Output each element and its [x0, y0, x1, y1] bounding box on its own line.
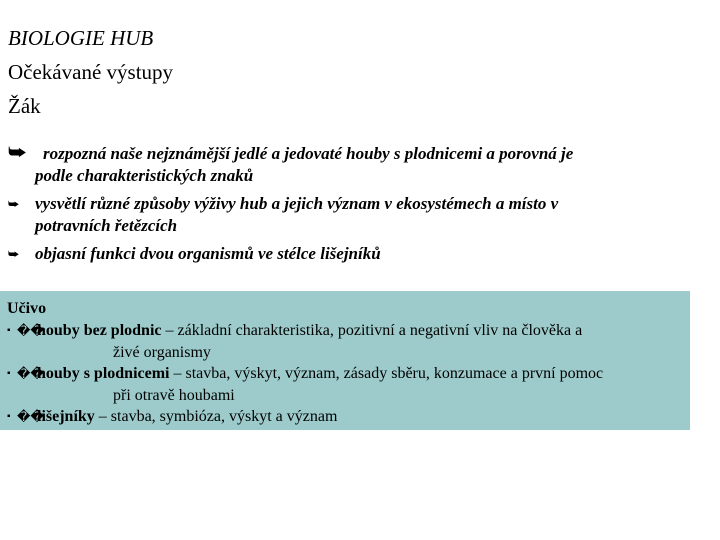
missing-glyph-icon: �� — [17, 367, 44, 382]
outcome-text-continuation: podle charakteristických znaků — [35, 166, 254, 185]
curriculum-item — [7, 320, 684, 363]
curriculum-term: lišejníky — [37, 408, 95, 425]
square-bullet-icon: ▪ — [7, 411, 11, 422]
square-bullet-icon: ▪ — [7, 368, 11, 379]
curriculum-term: houby bez plodnic — [37, 322, 162, 339]
subject-label: Žák — [8, 94, 41, 118]
arrow-bullet-icon: ⮩ — [8, 197, 20, 211]
outcome-item — [8, 243, 698, 265]
outcomes-list — [8, 143, 698, 271]
outcome-item — [8, 193, 698, 237]
outcome-item — [8, 143, 698, 187]
curriculum-item — [7, 406, 684, 428]
curriculum-desc-continuation: živé organismy — [113, 344, 211, 361]
section-heading: Očekávané výstupy — [8, 60, 174, 84]
curriculum-desc: – stavba, symbióza, výskyt a význam — [94, 408, 338, 425]
arrow-bullet-icon: ⮩ — [8, 247, 20, 261]
outcome-text: rozpozná naše nejznámější jedlé a jedovaté houby s plodnicemi a porovná je — [43, 144, 574, 163]
outcome-text: vysvětlí různé způsoby výživy hub a jejich význam v ekosystémech a místo v — [35, 194, 559, 213]
outcome-text-continuation: potravních řetězcích — [35, 216, 178, 235]
square-bullet-icon: ▪ — [7, 325, 11, 336]
curriculum-item — [7, 363, 684, 406]
curriculum-box — [0, 291, 690, 430]
outcome-text: objasní funkci dvou organismů ve stélce lišejníků — [35, 244, 381, 263]
missing-glyph-icon: �� — [17, 410, 44, 425]
page-title: BIOLOGIE HUB — [8, 26, 154, 50]
missing-glyph-icon: �� — [17, 324, 44, 339]
curriculum-term: houby s plodnicemi — [37, 365, 170, 382]
arrow-bullet-icon: ⮩ — [8, 142, 27, 164]
curriculum-title: Učivo — [7, 300, 47, 317]
curriculum-desc: – základní charakteristika, pozitivní a negativní vliv na člověka a — [161, 322, 583, 339]
header — [8, 26, 173, 128]
curriculum-desc: – stavba, výskyt, význam, zásady sběru, konzumace a první pomoc — [169, 365, 604, 382]
curriculum-desc-continuation: při otravě houbami — [113, 387, 235, 404]
